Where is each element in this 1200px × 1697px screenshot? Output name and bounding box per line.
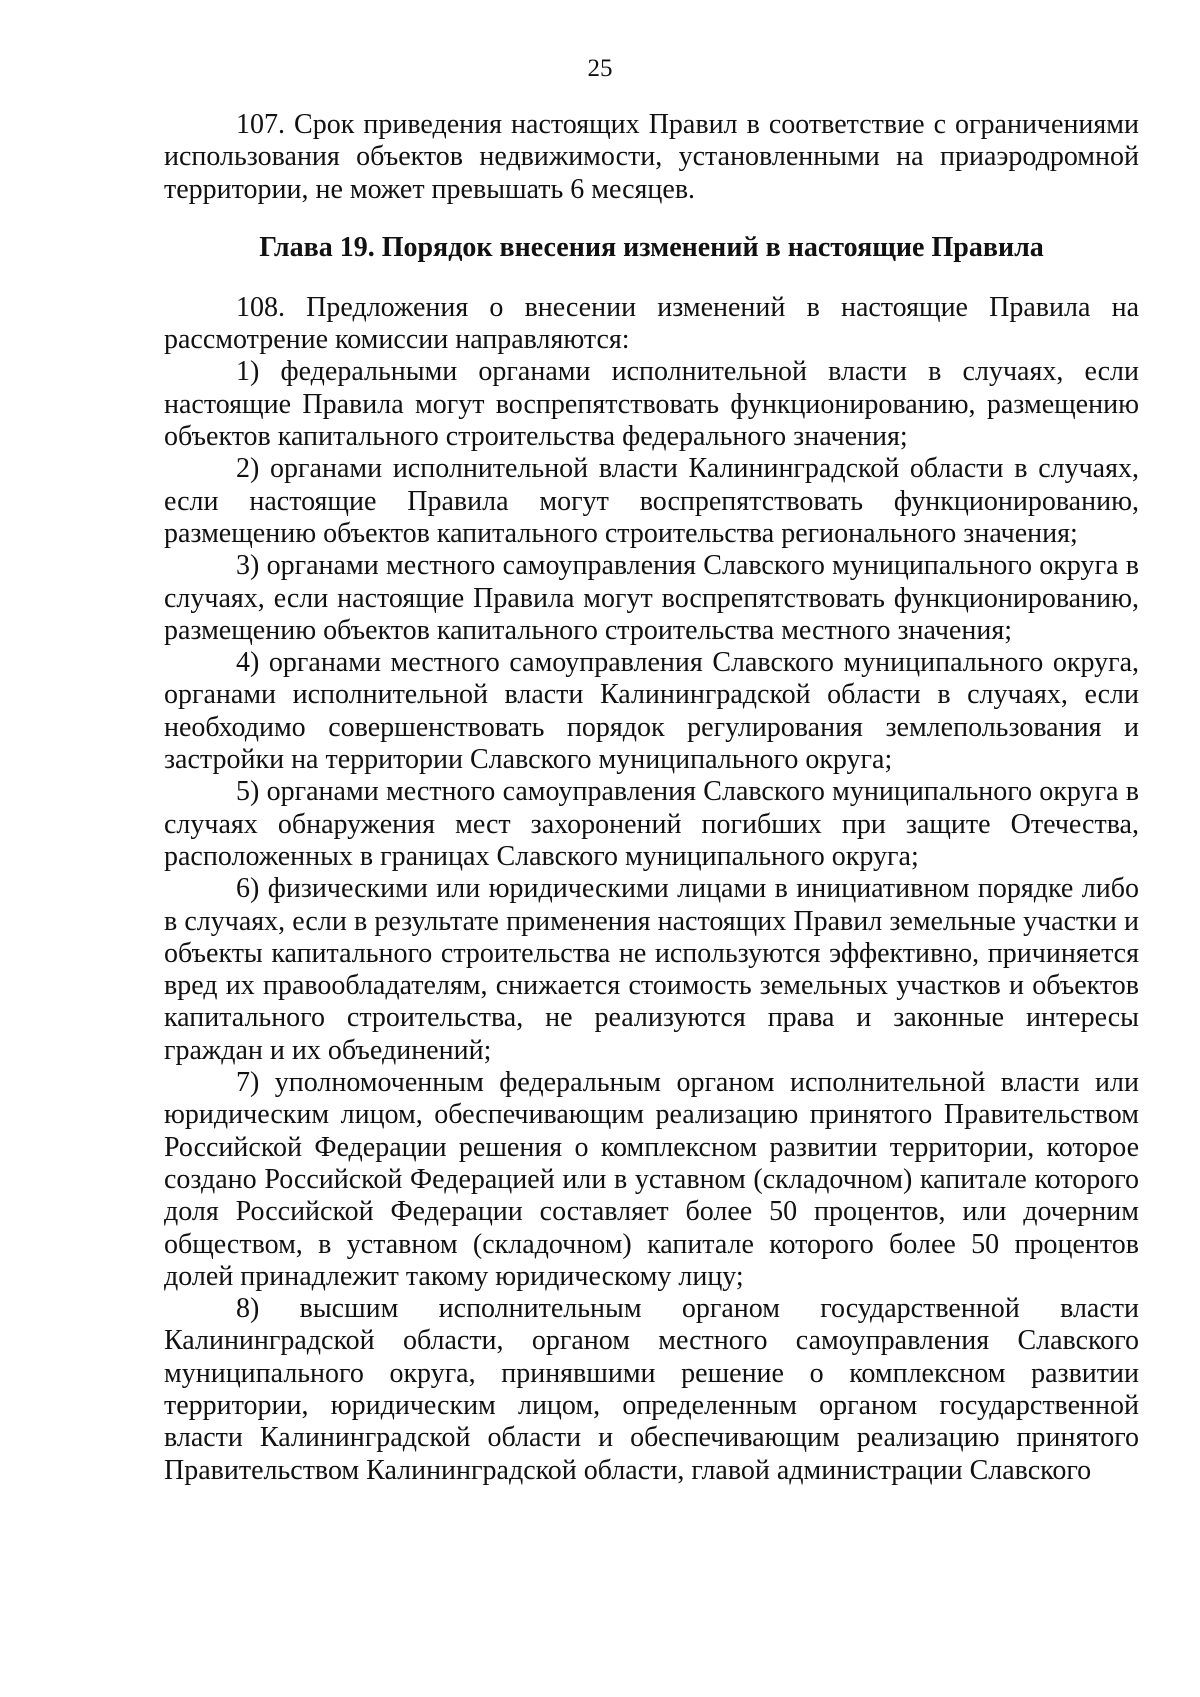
list-item-8: 8) высшим исполнительным органом государственной власти Калининградской области, органом местного самоуправления Славского муниципального округа, принявшими решение о комплексном развитии территории, юридическим лицом, определенным органом государственной власти Калининградской области и обеспечивающим реализацию принятого Правительством Калининградской области, главой администрации Славского [164, 1293, 1139, 1486]
list-item-4: 4) органами местного самоуправления Славского муниципального округа, органами исполнительной власти Калининградской области в случаях, если необходимо совершенствовать порядок регулирования землепользования и застройки на территории Славского муниципального округа; [164, 647, 1139, 776]
paragraph-107: 107. Срок приведения настоящих Правил в соответствие с ограничениями использования объектов недвижимости, установленными на приаэродромной территории, не может превышать 6 месяцев. [164, 109, 1139, 205]
list-item-2: 2) органами исполнительной власти Калининградской области в случаях, если настоящие Правила могут воспрепятствовать функционированию, размещению объектов капитального строительства регионального значения; [164, 453, 1139, 549]
list-item-3: 3) органами местного самоуправления Славского муниципального округа в случаях, если настоящие Правила могут воспрепятствовать функционированию, размещению объектов капитального строительства местного значения; [164, 550, 1139, 646]
document-body [164, 109, 1139, 1487]
list-item-1: 1) федеральными органами исполнительной власти в случаях, если настоящие Правила могут воспрепятствовать функционированию, размещению объектов капитального строительства федерального значения; [164, 356, 1139, 453]
list-item-6: 6) физическими или юридическими лицами в инициативном порядке либо в случаях, если в результате применения настоящих Правил земельные участки и объекты капитального строительства не используются эффективно, причиняется вред их правообладателям, снижается стоимость земельных участков и объектов капитального строительства, не реализуются права и законные интересы граждан и их объединений; [164, 873, 1139, 1066]
page-number: 25 [587, 55, 613, 82]
list-item-5: 5) органами местного самоуправления Славского муниципального округа в случаях обнаружения мест захоронений погибших при защите Отечества, расположенных в границах Славского муниципального округа; [164, 776, 1139, 872]
paragraph-108: 108. Предложения о внесении изменений в настоящие Правила на рассмотрение комиссии направляются: [164, 291, 1139, 356]
chapter-heading: Глава 19. Порядок внесения изменений в настоящие Правила [259, 231, 1044, 263]
list-item-7: 7) уполномоченным федеральным органом исполнительной власти или юридическим лицом, обеспечивающим реализацию принятого Правительством Российской Федерации решения о комплексном развитии территории, которое создано Российской Федерацией или в уставном (складочном) капитале которого доля Российской Федерации составляет более 50 процентов, или дочерним обществом, в уставном (складочном) капитале которого более 50 процентов долей принадлежит такому юридическому лицу; [164, 1067, 1139, 1292]
